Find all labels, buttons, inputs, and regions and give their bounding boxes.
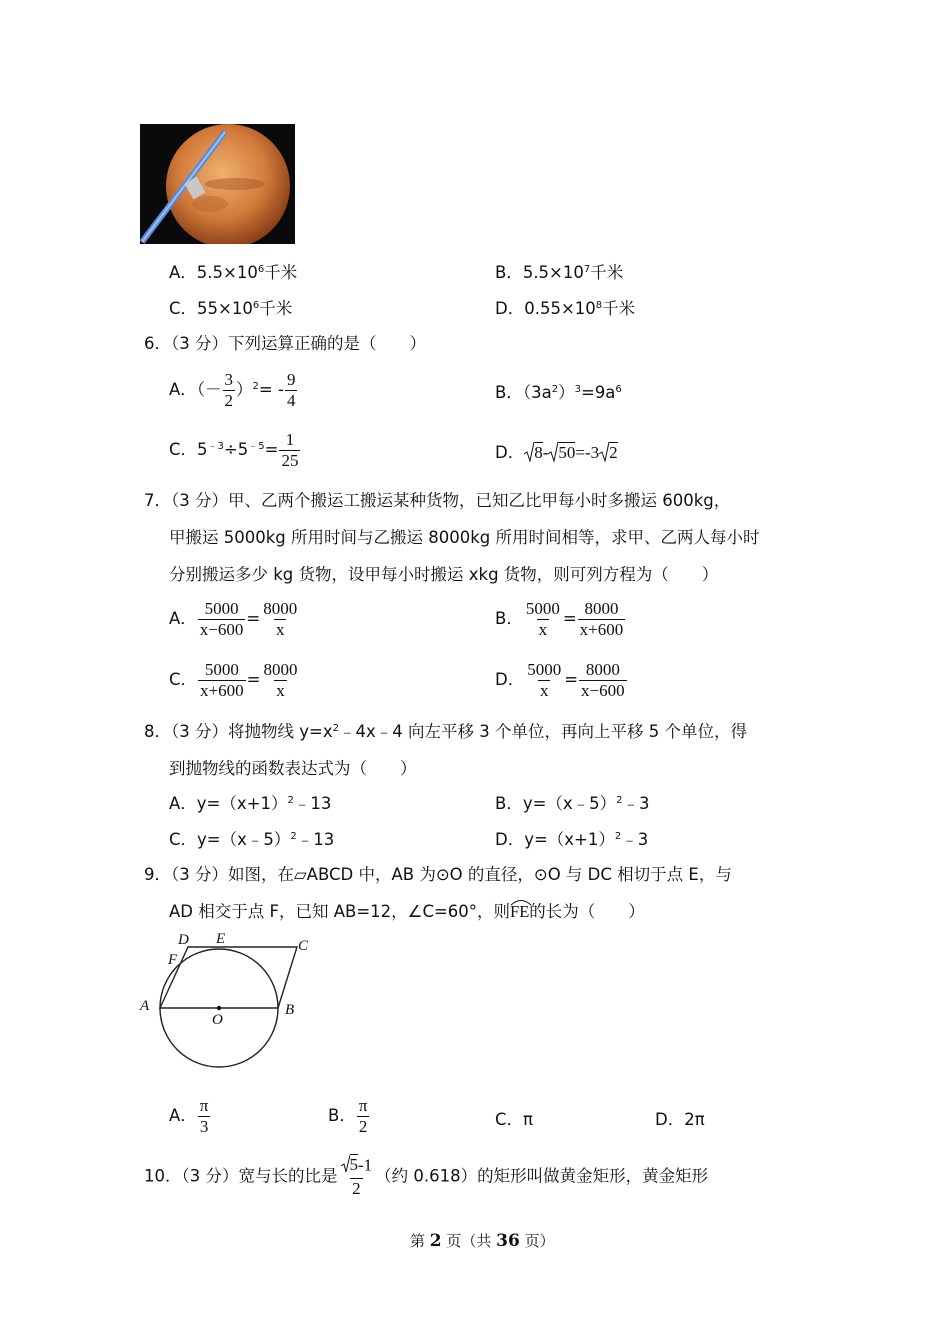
q5-option-b: B．$5.5\times 10^7$千米: [495, 263, 624, 282]
q9-line2: AD 相交于点 F，已知 AB=12，∠C=60°，则 FE的长为（ ）: [169, 902, 645, 921]
parallelogram-abcd: [160, 947, 297, 1008]
total-page-number: 36: [496, 1231, 520, 1251]
q9-line1: 9．（3 分）如图，在▱ABCD 中，AB 为⊙O 的直径，⊙O 与 DC 相切于点 E，与: [144, 865, 732, 884]
page-footer: 第 2 页（共 36 页）: [410, 1231, 555, 1251]
q7-line1: 7．（3 分）甲、乙两个搬运工搬运某种货物，已知乙比甲每小时多搬运 600kg，: [144, 491, 731, 510]
sqrt-icon: [548, 442, 558, 467]
q7-line2: 甲搬运 5000kg 所用时间与乙搬运 8000kg 所用时间相等，求甲、乙两人每小时: [169, 528, 760, 547]
label-e: E: [216, 931, 226, 947]
mars-satellite-image: [140, 124, 295, 244]
current-page-number: 2: [429, 1231, 442, 1251]
q6-option-d: D． 8- 50=-3 2: [495, 439, 618, 467]
q8-option-c: C．y=（x﹣5）$^2$﹣13: [169, 830, 335, 849]
label-d: D: [178, 932, 189, 948]
arc-fe: FE: [510, 902, 530, 921]
q6-option-c: C．$5^{﹣3}\div 5^{﹣5}=$ $\frac{1}{25}$: [169, 430, 299, 470]
sqrt-icon: [599, 442, 609, 467]
label-f: F: [168, 952, 178, 968]
q9-option-b: B． $\frac{\pi}{2}$: [328, 1096, 368, 1136]
q8-option-b: B．y=（x﹣5）$^2$﹣3: [495, 794, 650, 813]
q9-option-d: D．2π: [655, 1110, 705, 1129]
q8-option-a: A．$y=(x+1)^2﹣13$: [169, 794, 332, 813]
q6-option-b: B．$(3a^2)^3=9a^6$: [495, 383, 622, 402]
q7-option-a: A． $\frac{5000}{x-600}$ = $\frac{8000}{x}$: [169, 599, 298, 639]
label-c: C: [298, 938, 309, 954]
q5-option-c: C．$55\times 10^6$千米: [169, 299, 293, 318]
q7-option-d: D． $\frac{5000}{x}$ = $\frac{8000}{x-600}$: [495, 660, 625, 700]
q9-option-a: A． $\frac{\pi}{3}$: [169, 1096, 209, 1136]
q7-option-b: B． $\frac{5000}{x}$ = $\frac{8000}{x+600}$: [495, 599, 624, 639]
center-o-dot: [217, 1006, 221, 1010]
q8-line2: 到抛物线的函数表达式为（ ）: [169, 759, 417, 778]
q6-option-a: A．（－ $\frac{3}{2}$ ）$^2$= - $\frac{9}{4}$: [169, 370, 296, 410]
sqrt-icon: [524, 442, 534, 467]
q9-geometry-diagram: [138, 928, 318, 1070]
q5-option-a: A．$5.5\times 10^6$千米: [169, 263, 298, 282]
sqrt-icon: [341, 1155, 350, 1178]
q5-option-d: D．$0.55\times 10^8$千米: [495, 299, 636, 318]
q9-option-c: C．π: [495, 1110, 533, 1129]
q6-stem: 6．（3 分）下列运算正确的是（ ）: [144, 334, 426, 353]
label-a: A: [140, 998, 150, 1014]
label-b: B: [285, 1002, 295, 1018]
label-o: O: [212, 1012, 223, 1028]
q10-line1: 10．（3 分）宽与长的比是 $\frac{5-1}{2}$ （约 0.618）的矩形叫做黄金矩形，黄金矩形: [144, 1155, 709, 1198]
q7-option-c: C． $\frac{5000}{x+600}$ = $\frac{8000}{x}$: [169, 660, 298, 700]
q8-option-d: D．$y=(x+1)^2﹣3$: [495, 830, 649, 849]
q7-line3: 分别搬运多少 kg 货物，设甲每小时搬运 xkg 货物，则可列方程为（ ）: [169, 565, 719, 584]
q8-line1: 8．（3 分）将抛物线 $y=x^2﹣4x﹣4$ 向左平移 3 个单位，再向上平移 5 个单位，得: [144, 722, 747, 741]
